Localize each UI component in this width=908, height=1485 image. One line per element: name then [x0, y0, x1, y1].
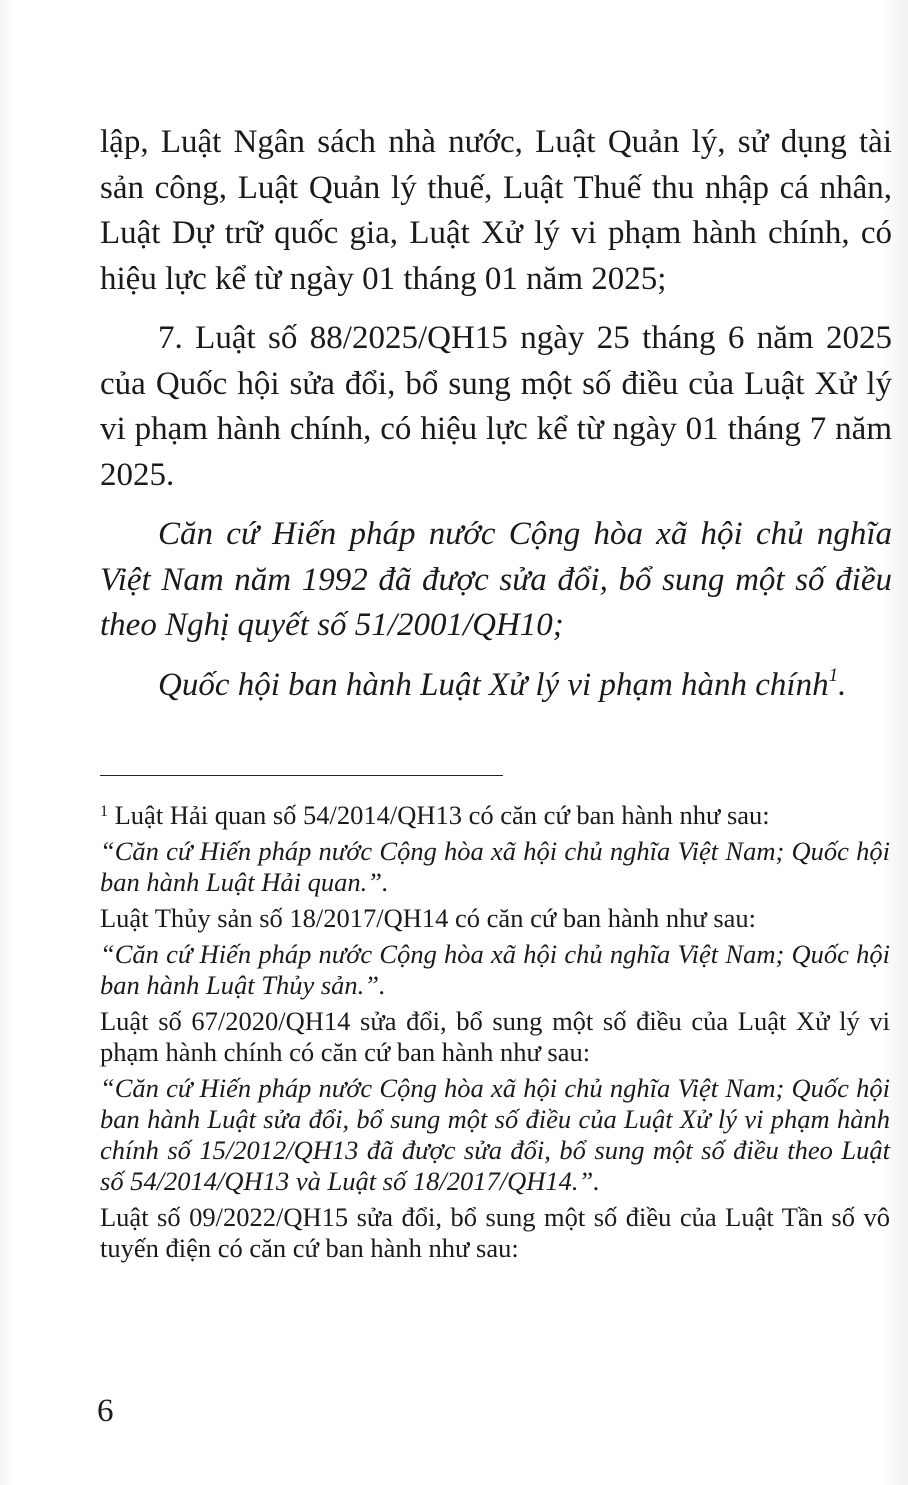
footnote-2: Luật Thủy sản số 18/2017/QH14 có căn cứ ban hành như sau: — [100, 903, 757, 933]
footnote-3: Luật số 67/2020/QH14 sửa đổi, bổ sung một số điều của Luật Xử lý vi phạm hành chính có căn cứ ban hành như sau: — [100, 1006, 890, 1067]
paragraph-continuation: lập, Luật Ngân sách nhà nước, Luật Quản lý, sử dụng tài sản công, Luật Quản lý thuế, Luật Thuế thu nhập cá nhân, Luật Dự trữ quốc gia, Luật Xử lý vi phạm hành chính, có hiệu lực kể từ ngày 01 tháng 01 năm 2025; — [100, 124, 892, 297]
enactment-text: Quốc hội ban hành Luật Xử lý vi phạm hành chính — [158, 666, 829, 703]
paragraph-item-7: 7. Luật số 88/2025/QH15 ngày 25 tháng 6 năm 2025 của Quốc hội sửa đổi, bổ sung một số điều của Luật Xử lý vi phạm hành chính, có hiệu lực kể từ ngày 01 tháng 7 năm 2025. — [100, 320, 892, 493]
footnote-4: Luật số 09/2022/QH15 sửa đổi, bổ sung một số điều của Luật Tần số vô tuyến điện có căn cứ ban hành như sau: — [100, 1202, 890, 1263]
footnote-marker: 1 — [100, 803, 108, 820]
footnote-1-quote: “Căn cứ Hiến pháp nước Cộng hòa xã hội chủ nghĩa Việt Nam; Quốc hội ban hành Luật Hải quan.”. — [100, 836, 890, 897]
footnote-1-text: Luật Hải quan số 54/2014/QH13 có căn cứ ban hành như sau: — [108, 800, 770, 830]
footnote-reference: 1 — [828, 664, 839, 686]
enactment-period: . — [838, 666, 847, 703]
footnotes — [100, 800, 890, 1269]
footnote-3-quote: “Căn cứ Hiến pháp nước Cộng hòa xã hội chủ nghĩa Việt Nam; Quốc hội ban hành Luật sửa đổi, bổ sung một số điều của Luật Xử lý vi phạm hành chính số 15/2012/QH13 đã được sửa đổi, bổ sung một số điều theo Luật số 54/2014/QH13 và Luật số 18/2017/QH14.”. — [100, 1073, 890, 1196]
main-text — [100, 120, 892, 708]
footnote-1 — [100, 800, 890, 831]
paragraph-legal-basis: Căn cứ Hiến pháp nước Cộng hòa xã hội chủ nghĩa Việt Nam năm 1992 đã được sửa đổi, bổ sung một số điều theo Nghị quyết số 51/2001/QH10; — [100, 516, 892, 643]
footnote-divider — [100, 775, 503, 776]
paragraph-enactment — [100, 663, 892, 709]
footnote-2-quote: “Căn cứ Hiến pháp nước Cộng hòa xã hội chủ nghĩa Việt Nam; Quốc hội ban hành Luật Thủy sản.”. — [100, 939, 890, 1000]
page-number: 6 — [97, 1393, 114, 1429]
